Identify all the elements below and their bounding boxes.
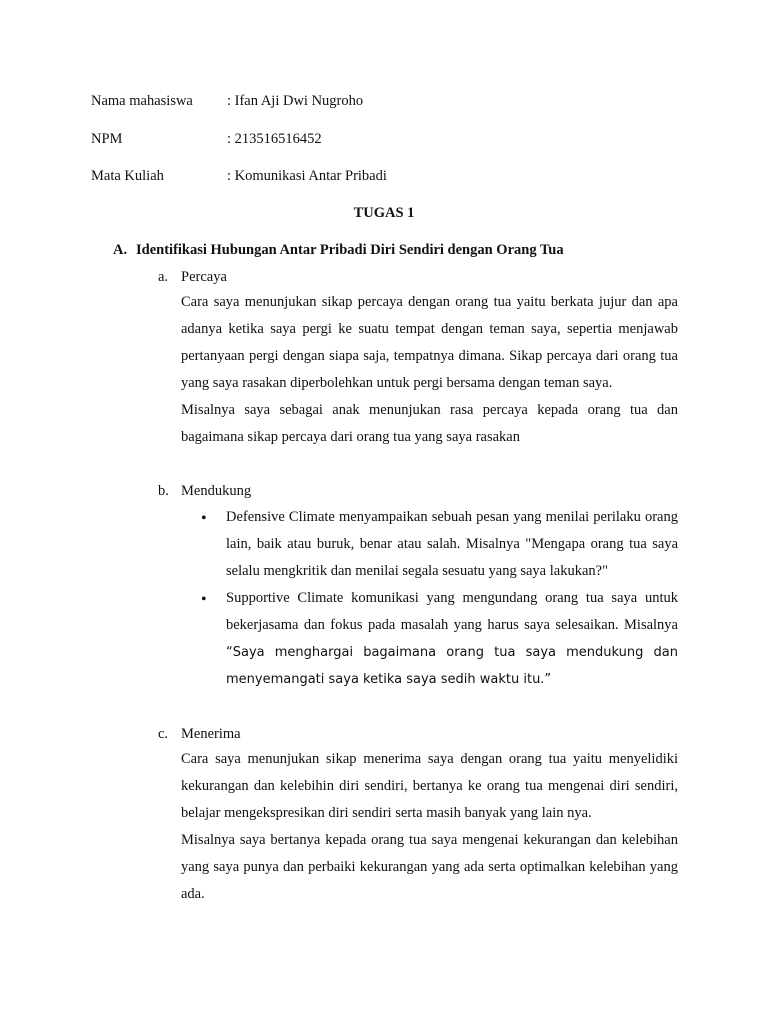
sub-a-marker: a. (158, 269, 169, 285)
bullet-1-dot: • (201, 510, 207, 527)
page-title: TUGAS 1 (353, 205, 415, 221)
sub-c-paragraph-2: Misalnya saya bertanya kepada orang tua saya mengenai kekurangan dan kelebihan yang saya punya dan perbaiki kekurangan yang ada serta optimalkan kelebihan yang ada. (181, 832, 678, 902)
mata-kuliah-label: Mata Kuliah (91, 168, 164, 184)
mata-kuliah-value: : Komunikasi Antar Pribadi (227, 168, 387, 184)
sub-c-marker: c. (158, 726, 169, 742)
bullet-2-dot: • (201, 591, 207, 608)
sub-c-paragraph-1: Cara saya menunjukan sikap menerima saya dengan orang tua yaitu menyelidiki kekurangan dan kelebihin diri sendiri, bertanya ke orang tua mengenai diri sendiri, belajar mengekspresikan diri sendiri serta masih banyak yang lain nya. (181, 751, 678, 821)
sub-a-label: Percaya (181, 269, 227, 285)
sub-b-label: Mendukung (181, 483, 252, 499)
sub-b-bullet-1: Defensive Climate menyampaikan sebuah pesan yang menilai perilaku orang lain, baik atau buruk, benar atau salah. Misalnya "Mengapa orang tua saya selalu mengkritik dan menilai segala sesuatu yang saya lakukan?" (226, 509, 678, 579)
sub-b-bullet-2-text: Supportive Climate komunikasi yang mengundang orang tua saya untuk bekerjasama dan fokus pada masalah yang harus saya selesaikan. Misalnya (226, 590, 678, 633)
sub-c-label: Menerima (181, 726, 241, 742)
npm-label: NPM (91, 131, 123, 147)
nama-label: Nama mahasiswa (91, 93, 193, 109)
section-a-marker: A. (113, 242, 128, 258)
npm-value: : 213516516452 (227, 131, 322, 147)
sub-a-paragraph-2: Misalnya saya sebagai anak menunjukan rasa percaya kepada orang tua dan bagaimana sikap percaya dari orang tua yang saya rasakan (181, 402, 678, 445)
sub-b-bullet-2-quote: “Saya menghargai bagaimana orang tua saya mendukung dan menyemangati saya ketika saya sedih waktu itu.” (226, 645, 678, 687)
nama-value: : Ifan Aji Dwi Nugroho (227, 93, 364, 109)
sub-b-marker: b. (158, 483, 169, 499)
sub-a-paragraph-1: Cara saya menunjukan sikap percaya dengan orang tua yaitu berkata jujur dan apa adanya ketika saya pergi ke suatu tempat dengan teman saya, sepertia menjawab pertanyaan pergi dengan siapa saja, tempatnya dimana. Sikap percaya dari orang tua yang saya rasakan diperbolehkan untuk pergi bersama dengan teman saya. (181, 294, 678, 391)
sub-b-bullet-2 (226, 585, 678, 693)
section-a-heading: Identifikasi Hubungan Antar Pribadi Diri Sendiri dengan Orang Tua (136, 242, 564, 258)
